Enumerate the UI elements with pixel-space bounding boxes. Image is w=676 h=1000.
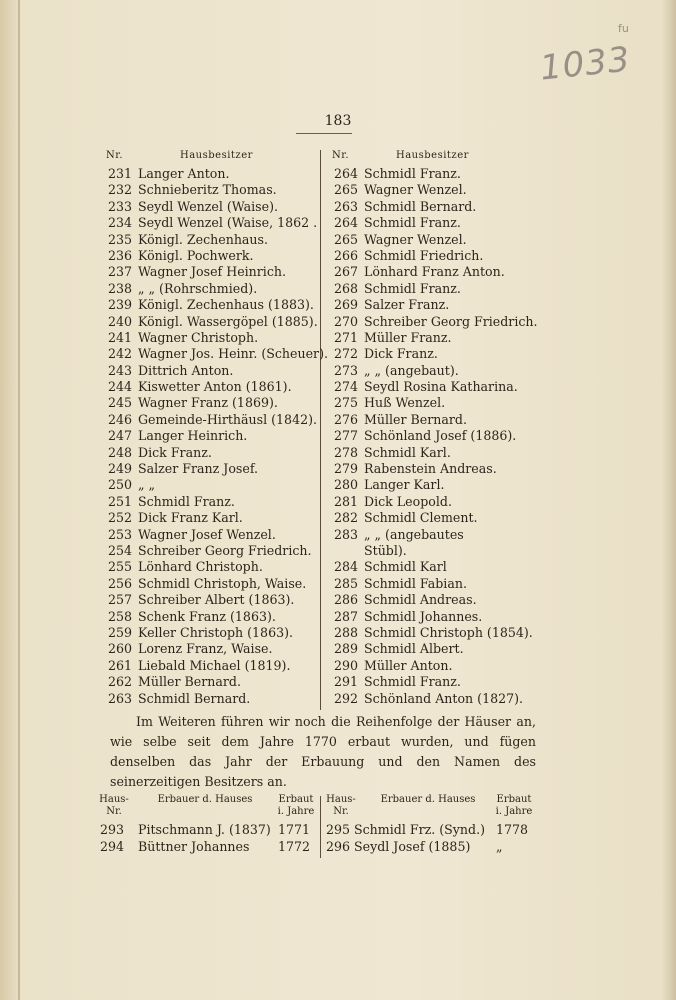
house-number: 263 bbox=[107, 690, 132, 706]
table2-divider bbox=[320, 796, 321, 858]
owner-name: Wagner Wenzel. bbox=[364, 182, 467, 198]
table-row bbox=[326, 839, 538, 856]
owner-name: Schmidl Johannes. bbox=[364, 608, 483, 624]
house-number: 251 bbox=[107, 493, 132, 509]
owner-name: Königl. Zechenhaus (1883). bbox=[138, 297, 314, 313]
owner-name: Schmidl Andreas. bbox=[364, 592, 477, 608]
house-number: 234 bbox=[107, 215, 132, 231]
house-number: 237 bbox=[107, 264, 132, 280]
house-number: 282 bbox=[333, 510, 358, 526]
owner-name: „ „ (Rohrschmied). bbox=[138, 280, 258, 296]
owner-name: Wagner Josef Wenzel. bbox=[138, 526, 276, 542]
build-year: 1771 bbox=[278, 822, 311, 837]
list-item bbox=[326, 691, 576, 707]
owner-name: „ „ (angebaut). bbox=[364, 362, 459, 378]
house-number: 267 bbox=[333, 264, 358, 280]
house-number: 280 bbox=[333, 477, 358, 493]
house-number: 261 bbox=[107, 657, 132, 673]
owner-name: Schmidl Franz. bbox=[364, 674, 461, 690]
header-owner: Hausbesitzer bbox=[180, 150, 253, 161]
house-number: 269 bbox=[333, 297, 358, 313]
list-item bbox=[100, 232, 320, 248]
list-item bbox=[100, 412, 320, 428]
owner-name: „ „ (angebautes bbox=[364, 526, 464, 542]
list-item bbox=[100, 346, 328, 362]
list-item bbox=[100, 576, 320, 592]
page-number: 183 bbox=[324, 113, 352, 129]
house-number: 243 bbox=[107, 362, 132, 378]
house-number: 284 bbox=[333, 559, 358, 575]
owner-name: Wagner Josef Heinrich. bbox=[138, 264, 287, 280]
owner-name: Dick Franz. bbox=[138, 444, 212, 460]
build-table-rows bbox=[326, 822, 538, 856]
builder-name: Pitschmann J. (1837) bbox=[138, 822, 271, 837]
house-number: 263 bbox=[333, 198, 358, 214]
house-number: 246 bbox=[107, 411, 132, 427]
house-number: 247 bbox=[107, 428, 132, 444]
owner-name: Gemeinde-Hirthäusl (1842). bbox=[138, 411, 318, 427]
house-number: 294 bbox=[100, 839, 125, 854]
page-edge-shadow bbox=[662, 0, 676, 1000]
house-number: 270 bbox=[333, 313, 358, 329]
build-year: „ bbox=[496, 839, 503, 854]
owner-name: Seydl Rosina Katharina. bbox=[364, 379, 518, 395]
house-number: 288 bbox=[333, 624, 358, 640]
list-item bbox=[100, 182, 320, 198]
list-item bbox=[100, 674, 320, 690]
owner-name: Seydl Wenzel (Waise, 1862 . bbox=[138, 215, 318, 231]
build-table-header bbox=[98, 794, 320, 822]
owner-name: Schreiber Georg Friedrich. bbox=[138, 542, 312, 558]
list-item bbox=[100, 609, 320, 625]
house-number: 245 bbox=[107, 395, 132, 411]
paragraph-text: Im Weiteren führen wir noch die Reihenfolge der Häuser an, wie selbe seit dem Jahre 1770 erbaut wurden, und fügen denselben das Jahr der Erbauung und den Namen des seinerzeitigen Besitzers an. bbox=[110, 714, 536, 789]
owner-name: Salzer Franz. bbox=[364, 297, 450, 313]
builder-name: Seydl Josef (1885) bbox=[354, 839, 471, 854]
list-item bbox=[100, 281, 320, 297]
house-number: 233 bbox=[107, 198, 132, 214]
owner-name: Huß Wenzel. bbox=[364, 395, 446, 411]
list-item bbox=[326, 609, 576, 625]
owner-name: Schenk Franz (1863). bbox=[138, 608, 276, 624]
house-number: 277 bbox=[333, 428, 358, 444]
owner-name: Königl. Wassergöpel (1885). bbox=[138, 313, 318, 329]
house-number: 276 bbox=[333, 411, 358, 427]
left-column bbox=[100, 148, 328, 707]
house-number: 268 bbox=[333, 280, 358, 296]
list-item bbox=[326, 379, 576, 395]
owner-name: Wagner Franz (1869). bbox=[138, 395, 278, 411]
list-item bbox=[100, 543, 320, 559]
house-number: 232 bbox=[107, 182, 132, 198]
house-number: 253 bbox=[107, 526, 132, 542]
list-item bbox=[100, 477, 320, 493]
pencil-annotation: 1033 bbox=[538, 39, 633, 89]
house-number: 248 bbox=[107, 444, 132, 460]
list-item bbox=[326, 510, 576, 526]
house-number: 235 bbox=[107, 231, 132, 247]
table-row bbox=[98, 839, 320, 856]
list-item bbox=[100, 658, 320, 674]
list-item bbox=[326, 297, 576, 313]
table-row bbox=[326, 822, 538, 839]
owner-name: Müller Franz. bbox=[364, 329, 452, 345]
list-item bbox=[100, 248, 320, 264]
list-item bbox=[100, 264, 320, 280]
right-header bbox=[326, 148, 576, 166]
house-number: 238 bbox=[107, 280, 132, 296]
builder-name: Schmidl Frz. (Synd.) bbox=[354, 822, 485, 837]
owner-name: Müller Anton. bbox=[364, 657, 453, 673]
house-number: 295 bbox=[326, 822, 351, 837]
owner-name: Schmidl Franz. bbox=[138, 493, 235, 509]
list-item bbox=[100, 592, 320, 608]
list-item bbox=[326, 527, 576, 543]
list-item bbox=[100, 559, 320, 575]
house-number: 281 bbox=[333, 493, 358, 509]
owner-name: Liebald Michael (1819). bbox=[138, 657, 291, 673]
house-number: 265 bbox=[333, 182, 358, 198]
owner-name: Schmidl Franz. bbox=[364, 280, 461, 296]
owner-name: Stübl). bbox=[364, 542, 407, 558]
house-number: 274 bbox=[333, 379, 358, 395]
owner-name: Schreiber Albert (1863). bbox=[138, 592, 295, 608]
house-number: 262 bbox=[107, 674, 132, 690]
header-year: Erbaut i. Jahre bbox=[277, 794, 315, 817]
house-number: 290 bbox=[333, 657, 358, 673]
right-column bbox=[326, 148, 576, 707]
left-rows bbox=[100, 166, 328, 707]
build-year: 1772 bbox=[278, 839, 311, 854]
house-number: 254 bbox=[107, 542, 132, 558]
list-item bbox=[326, 330, 576, 346]
list-item bbox=[326, 199, 576, 215]
house-number: 231 bbox=[107, 166, 132, 181]
owner-name: Schmidl Franz. bbox=[364, 166, 461, 181]
list-item bbox=[326, 166, 576, 182]
owner-name: Dick Franz Karl. bbox=[138, 510, 243, 526]
house-number: 264 bbox=[333, 215, 358, 231]
list-item bbox=[100, 215, 320, 231]
list-item bbox=[326, 346, 576, 362]
house-number: 244 bbox=[107, 379, 132, 395]
list-item bbox=[326, 543, 576, 559]
list-item bbox=[326, 658, 576, 674]
owner-name: Lönhard Franz Anton. bbox=[364, 264, 505, 280]
list-item bbox=[100, 297, 320, 313]
list-item bbox=[326, 182, 576, 198]
owner-name: Langer Heinrich. bbox=[138, 428, 248, 444]
list-item bbox=[100, 199, 320, 215]
list-item bbox=[326, 264, 576, 280]
owner-name: Müller Bernard. bbox=[138, 674, 241, 690]
header-house-nr: Haus- Nr. bbox=[99, 794, 129, 817]
list-item bbox=[100, 166, 320, 182]
column-divider bbox=[320, 150, 321, 710]
owner-name: Schönland Josef (1886). bbox=[364, 428, 517, 444]
list-item bbox=[100, 625, 320, 641]
house-number: 258 bbox=[107, 608, 132, 624]
builder-name: Büttner Johannes bbox=[138, 839, 250, 854]
owner-name: Dick Franz. bbox=[364, 346, 438, 362]
owner-name: Königl. Zechenhaus. bbox=[138, 231, 269, 247]
list-item bbox=[326, 592, 576, 608]
owner-name: Königl. Pochwerk. bbox=[138, 247, 254, 263]
owner-name: Lönhard Christoph. bbox=[138, 559, 263, 575]
owner-name: Schmidl Franz. bbox=[364, 215, 461, 231]
header-house-nr: Haus- Nr. bbox=[326, 794, 356, 817]
list-item bbox=[100, 494, 320, 510]
list-item bbox=[326, 494, 576, 510]
house-number: 279 bbox=[333, 461, 358, 477]
list-item bbox=[100, 330, 320, 346]
page-fold-shadow bbox=[18, 0, 20, 1000]
list-item bbox=[100, 395, 320, 411]
list-item bbox=[100, 461, 320, 477]
house-number: 241 bbox=[107, 329, 132, 345]
house-number: 255 bbox=[107, 559, 132, 575]
owner-name: Kiswetter Anton (1861). bbox=[138, 379, 292, 395]
list-item bbox=[100, 428, 320, 444]
owner-name: Rabenstein Andreas. bbox=[364, 461, 497, 477]
owner-name: Schreiber Georg Friedrich. bbox=[364, 313, 538, 329]
owner-name: Schmidl Karl bbox=[364, 559, 447, 575]
owner-name: Langer Karl. bbox=[364, 477, 445, 493]
list-item bbox=[326, 641, 576, 657]
owner-name: Schmidl Christoph (1854). bbox=[364, 624, 533, 640]
house-number: 264 bbox=[333, 166, 358, 181]
house-number: 242 bbox=[107, 346, 132, 362]
owner-name: Schmidl Bernard. bbox=[138, 690, 251, 706]
house-number: 240 bbox=[107, 313, 132, 329]
build-table-right bbox=[326, 794, 538, 856]
house-number: 257 bbox=[107, 592, 132, 608]
house-number: 236 bbox=[107, 247, 132, 263]
house-number: 256 bbox=[107, 575, 132, 591]
house-number: 239 bbox=[107, 297, 132, 313]
house-number: 265 bbox=[333, 231, 358, 247]
house-number: 275 bbox=[333, 395, 358, 411]
list-item bbox=[100, 527, 320, 543]
owner-name: Schönland Anton (1827). bbox=[364, 690, 524, 706]
house-number: 285 bbox=[333, 575, 358, 591]
house-number: 271 bbox=[333, 329, 358, 345]
page-number-rule bbox=[296, 133, 352, 134]
house-number: 266 bbox=[333, 247, 358, 263]
list-item bbox=[326, 412, 576, 428]
house-number: 249 bbox=[107, 461, 132, 477]
house-number: 293 bbox=[100, 822, 125, 837]
list-item bbox=[326, 314, 576, 330]
house-number: 272 bbox=[333, 346, 358, 362]
list-item bbox=[100, 363, 320, 379]
owner-name: Müller Bernard. bbox=[364, 411, 467, 427]
house-number: 252 bbox=[107, 510, 132, 526]
header-builder: Erbauer d. Hauses bbox=[380, 794, 476, 805]
list-item bbox=[326, 559, 576, 575]
house-number: 278 bbox=[333, 444, 358, 460]
owner-name: Dick Leopold. bbox=[364, 493, 452, 509]
house-number: 259 bbox=[107, 624, 132, 640]
house-number: 289 bbox=[333, 641, 358, 657]
owner-name: Wagner Christoph. bbox=[138, 329, 259, 345]
owner-name: Schmidl Christoph, Waise. bbox=[138, 575, 307, 591]
house-number: 286 bbox=[333, 592, 358, 608]
right-rows bbox=[326, 166, 576, 707]
owner-name: Wagner Wenzel. bbox=[364, 231, 467, 247]
list-item bbox=[326, 281, 576, 297]
list-item bbox=[100, 445, 320, 461]
house-number: 292 bbox=[333, 690, 358, 706]
owner-name: „ „ bbox=[138, 477, 156, 493]
header-builder: Erbauer d. Hauses bbox=[157, 794, 253, 805]
house-number: 250 bbox=[107, 477, 132, 493]
list-item bbox=[100, 641, 320, 657]
house-number: 273 bbox=[333, 362, 358, 378]
list-item bbox=[326, 576, 576, 592]
table-row bbox=[98, 822, 320, 839]
owner-name: Seydl Wenzel (Waise). bbox=[138, 198, 279, 214]
left-header bbox=[100, 148, 320, 166]
owner-name: Schmidl Karl. bbox=[364, 444, 451, 460]
list-item bbox=[326, 674, 576, 690]
list-item bbox=[326, 248, 576, 264]
list-item bbox=[326, 363, 576, 379]
build-year: 1778 bbox=[496, 822, 529, 837]
owner-name: Keller Christoph (1863). bbox=[138, 624, 294, 640]
list-item bbox=[326, 215, 576, 231]
owner-name: Schmidl Bernard. bbox=[364, 198, 477, 214]
list-item bbox=[326, 477, 576, 493]
header-nr: Nr. bbox=[332, 150, 350, 161]
build-table-left bbox=[98, 794, 320, 856]
list-item bbox=[326, 445, 576, 461]
header-nr: Nr. bbox=[106, 150, 124, 161]
list-item bbox=[100, 691, 320, 707]
owner-name: Wagner Jos. Heinr. (Scheuer). bbox=[138, 346, 328, 362]
list-item bbox=[100, 314, 320, 330]
owner-name: Salzer Franz Josef. bbox=[138, 461, 259, 477]
owner-name: Lorenz Franz, Waise. bbox=[138, 641, 273, 657]
house-number: 283 bbox=[333, 526, 358, 542]
owner-name: Dittrich Anton. bbox=[138, 362, 234, 378]
list-item bbox=[326, 428, 576, 444]
owner-name: Schmidl Clement. bbox=[364, 510, 478, 526]
owner-name: Schnieberitz Thomas. bbox=[138, 182, 277, 198]
header-owner: Hausbesitzer bbox=[396, 150, 469, 161]
build-table-header bbox=[326, 794, 538, 822]
owner-name: Schmidl Albert. bbox=[364, 641, 464, 657]
list-item bbox=[326, 625, 576, 641]
list-item bbox=[326, 232, 576, 248]
owner-name: Schmidl Fabian. bbox=[364, 575, 467, 591]
owner-name: Schmidl Friedrich. bbox=[364, 247, 484, 263]
house-number: 291 bbox=[333, 674, 358, 690]
house-number: 287 bbox=[333, 608, 358, 624]
list-item bbox=[100, 510, 320, 526]
house-number: 260 bbox=[107, 641, 132, 657]
house-number: 296 bbox=[326, 839, 351, 854]
owner-name: Langer Anton. bbox=[138, 166, 230, 181]
header-year: Erbaut i. Jahre bbox=[495, 794, 533, 817]
build-table-rows bbox=[98, 822, 320, 856]
list-item bbox=[326, 461, 576, 477]
intro-paragraph bbox=[110, 712, 536, 792]
list-item bbox=[326, 395, 576, 411]
pencil-mark: fu bbox=[618, 22, 629, 35]
list-item bbox=[100, 379, 320, 395]
